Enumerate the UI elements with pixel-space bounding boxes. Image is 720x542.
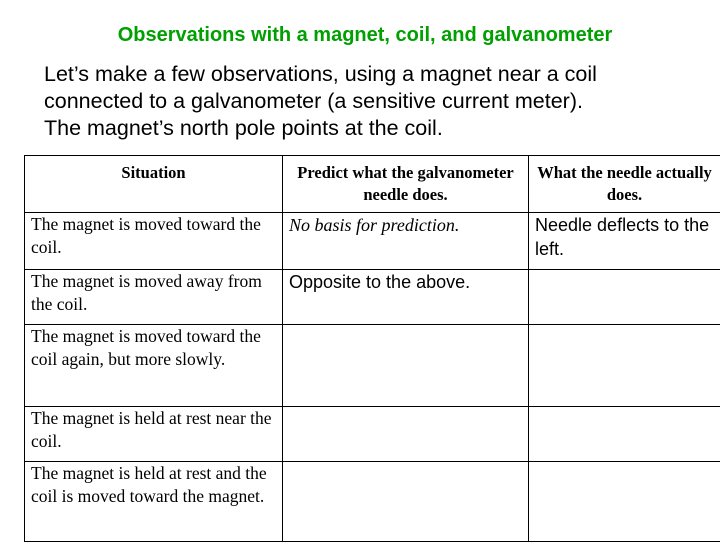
situation-cell: The magnet is moved away from the coil. bbox=[25, 270, 283, 325]
situation-cell: The magnet is moved toward the coil. bbox=[25, 213, 283, 270]
intro-line: Let’s make a few observations, using a magnet near a coil bbox=[44, 61, 714, 88]
actual-cell[interactable] bbox=[529, 407, 720, 462]
actual-cell[interactable] bbox=[529, 270, 720, 325]
table-row bbox=[25, 407, 720, 462]
actual-cell[interactable] bbox=[529, 325, 720, 407]
header-situation: Situation bbox=[25, 156, 283, 213]
intro-line: The magnet’s north pole points at the coil. bbox=[44, 115, 714, 142]
table-row bbox=[25, 325, 720, 407]
actual-cell[interactable] bbox=[529, 462, 720, 542]
table-row bbox=[25, 270, 720, 325]
observations-table bbox=[24, 155, 720, 542]
intro-line: connected to a galvanometer (a sensitive current meter). bbox=[44, 88, 714, 115]
prediction-cell[interactable]: No basis for prediction. bbox=[283, 213, 529, 270]
prediction-cell[interactable] bbox=[283, 325, 529, 407]
situation-cell: The magnet is held at rest near the coil. bbox=[25, 407, 283, 462]
actual-cell[interactable]: Needle deflects to the left. bbox=[529, 213, 720, 270]
situation-cell: The magnet is moved toward the coil again, but more slowly. bbox=[25, 325, 283, 407]
prediction-cell[interactable] bbox=[283, 462, 529, 542]
header-prediction: Predict what the galvanometer needle does. bbox=[283, 156, 529, 213]
header-actual: What the needle actually does. bbox=[529, 156, 720, 213]
situation-cell: The magnet is held at rest and the coil is moved toward the magnet. bbox=[25, 462, 283, 542]
table-row bbox=[25, 462, 720, 542]
page-title: Observations with a magnet, coil, and galvanometer bbox=[0, 24, 720, 47]
prediction-cell[interactable]: Opposite to the above. bbox=[283, 270, 529, 325]
table-header-row bbox=[25, 156, 720, 213]
table-row bbox=[25, 213, 720, 270]
prediction-cell[interactable] bbox=[283, 407, 529, 462]
intro-text bbox=[44, 61, 714, 142]
